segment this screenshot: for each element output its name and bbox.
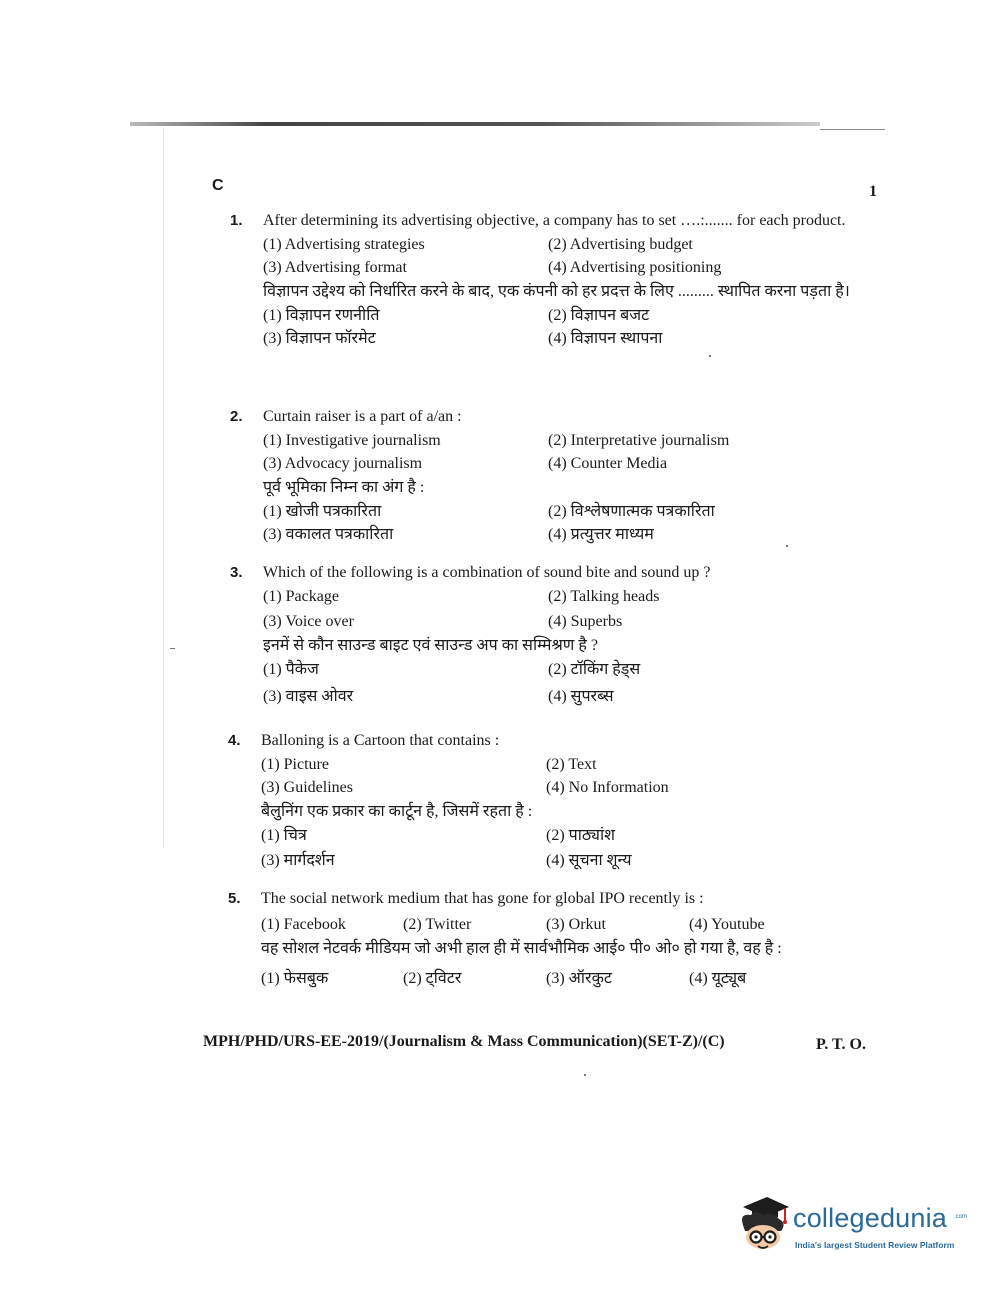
option: (2) Twitter — [403, 916, 472, 933]
options-en — [263, 586, 872, 633]
question-number: 5. — [228, 890, 241, 907]
option: (2) Advertising budget — [548, 236, 693, 253]
question-text-hi: वह सोशल नेटवर्क मीडियम जो अभी हाल ही में सार्वभौमिक आई० पी० ओ० हो गया है, वह है : — [261, 940, 782, 957]
option: (1) Package — [263, 588, 339, 605]
question-number: 4. — [228, 732, 241, 749]
scan-speck — [786, 545, 788, 547]
option: (4) No Information — [546, 779, 669, 796]
student-mascot-icon — [735, 1195, 791, 1253]
option: (4) Youtube — [689, 916, 765, 933]
option: (3) मार्गदर्शन — [261, 852, 335, 869]
option: (1) Facebook — [261, 916, 346, 933]
option: (3) वकालत पत्रकारिता — [263, 526, 394, 543]
option: (3) Advertising format — [263, 259, 407, 276]
paper-code: MPH/PHD/URS-EE-2019/(Journalism & Mass Communication)(SET-Z)/(C) — [203, 1033, 725, 1050]
question-text-hi: इनमें से कौन साउन्ड बाइट एवं साउन्ड अप का सम्मिश्रण है ? — [263, 637, 598, 654]
margin-scan-line — [163, 128, 164, 848]
question-4 — [228, 730, 870, 872]
question-text-en: Balloning is a Cartoon that contains : — [261, 732, 500, 749]
option: (2) ट्विटर — [403, 970, 462, 987]
option: (2) पाठ्यांश — [546, 827, 615, 844]
option: (1) Investigative journalism — [263, 432, 441, 449]
option: (3) ऑरकुट — [546, 970, 612, 987]
option: (1) फेसबुक — [261, 970, 329, 987]
option: (1) चित्र — [261, 827, 307, 844]
options-hi — [263, 501, 872, 546]
top-scan-rule — [130, 122, 820, 126]
options-en — [261, 914, 870, 936]
option: (1) खोजी पत्रकारिता — [263, 503, 382, 520]
option: (2) Talking heads — [548, 588, 660, 605]
option: (1) विज्ञापन रणनीति — [263, 307, 380, 324]
question-text-en: Curtain raiser is a part of a/an : — [263, 408, 462, 425]
question-text-en: Which of the following is a combination of sound bite and sound up ? — [263, 564, 711, 581]
option: (3) Advocacy journalism — [263, 455, 423, 472]
question-3 — [230, 562, 872, 708]
top-thin-rule — [820, 129, 885, 130]
question-5 — [228, 888, 870, 990]
question-text-en: The social network medium that has gone for global IPO recently is : — [261, 890, 704, 907]
option: (3) Orkut — [546, 916, 606, 933]
option: (3) Guidelines — [261, 779, 353, 796]
options-hi — [261, 825, 870, 872]
option: (3) Voice over — [263, 613, 354, 630]
question-text-en: After determining its advertising objective, a company has to set ….:....... for each product. — [263, 212, 846, 229]
option: (4) Advertising positioning — [548, 259, 722, 276]
question-1 — [230, 210, 872, 350]
option: (4) सुपरब्स — [548, 688, 614, 705]
question-text-hi: बैलुनिंग एक प्रकार का कार्टून है, जिसमें रहता है : — [261, 803, 533, 820]
option: (1) Advertising strategies — [263, 236, 425, 253]
option: (1) पैकेज — [263, 661, 319, 678]
option: (4) सूचना शून्य — [546, 852, 632, 869]
option: (3) वाइस ओवर — [263, 688, 354, 705]
option: (1) Picture — [261, 756, 329, 773]
scan-speck — [584, 1074, 586, 1076]
question-number: 1. — [230, 212, 243, 229]
please-turn-over: P. T. O. — [816, 1036, 866, 1053]
option: (4) विज्ञापन स्थापना — [548, 330, 663, 347]
option: (2) विश्लेषणात्मक पत्रकारिता — [548, 503, 715, 520]
options-hi — [263, 305, 872, 350]
page-number: 1 — [869, 183, 877, 200]
option: (3) विज्ञापन फॉरमेट — [263, 330, 376, 347]
option: (4) Counter Media — [548, 455, 668, 472]
scan-speck — [170, 648, 175, 649]
option: (4) प्रत्युत्तर माध्यम — [548, 526, 654, 543]
option: (2) टॉकिंग हेड्स — [548, 661, 641, 678]
options-en — [263, 234, 872, 279]
collegedunia-logo — [735, 1195, 968, 1255]
question-text-hi: विज्ञापन उद्देश्य को निर्धारित करने के बाद, एक कंपनी को हर प्रदत्त के लिए ......... स्थापित करना पड़ता है। — [263, 283, 850, 300]
question-2 — [230, 406, 872, 546]
options-en — [261, 754, 870, 799]
logo-domain: .com — [954, 1214, 968, 1220]
options-en — [263, 430, 872, 475]
option: (2) विज्ञापन बजट — [548, 307, 650, 324]
option: (2) Interpretative journalism — [548, 432, 730, 449]
question-number: 3. — [230, 564, 243, 581]
logo-tagline: India's largest Student Review Platform — [795, 1240, 955, 1250]
question-text-hi: पूर्व भूमिका निम्न का अंग है : — [263, 479, 425, 496]
options-hi — [263, 659, 872, 708]
option: (2) Text — [546, 756, 597, 773]
set-letter: C — [212, 177, 224, 194]
scan-speck — [709, 355, 711, 357]
option: (4) यूट्यूब — [689, 970, 747, 987]
option: (4) Superbs — [548, 613, 623, 630]
question-number: 2. — [230, 408, 243, 425]
options-hi — [261, 968, 870, 990]
logo-wordmark: collegedunia — [793, 1203, 948, 1233]
